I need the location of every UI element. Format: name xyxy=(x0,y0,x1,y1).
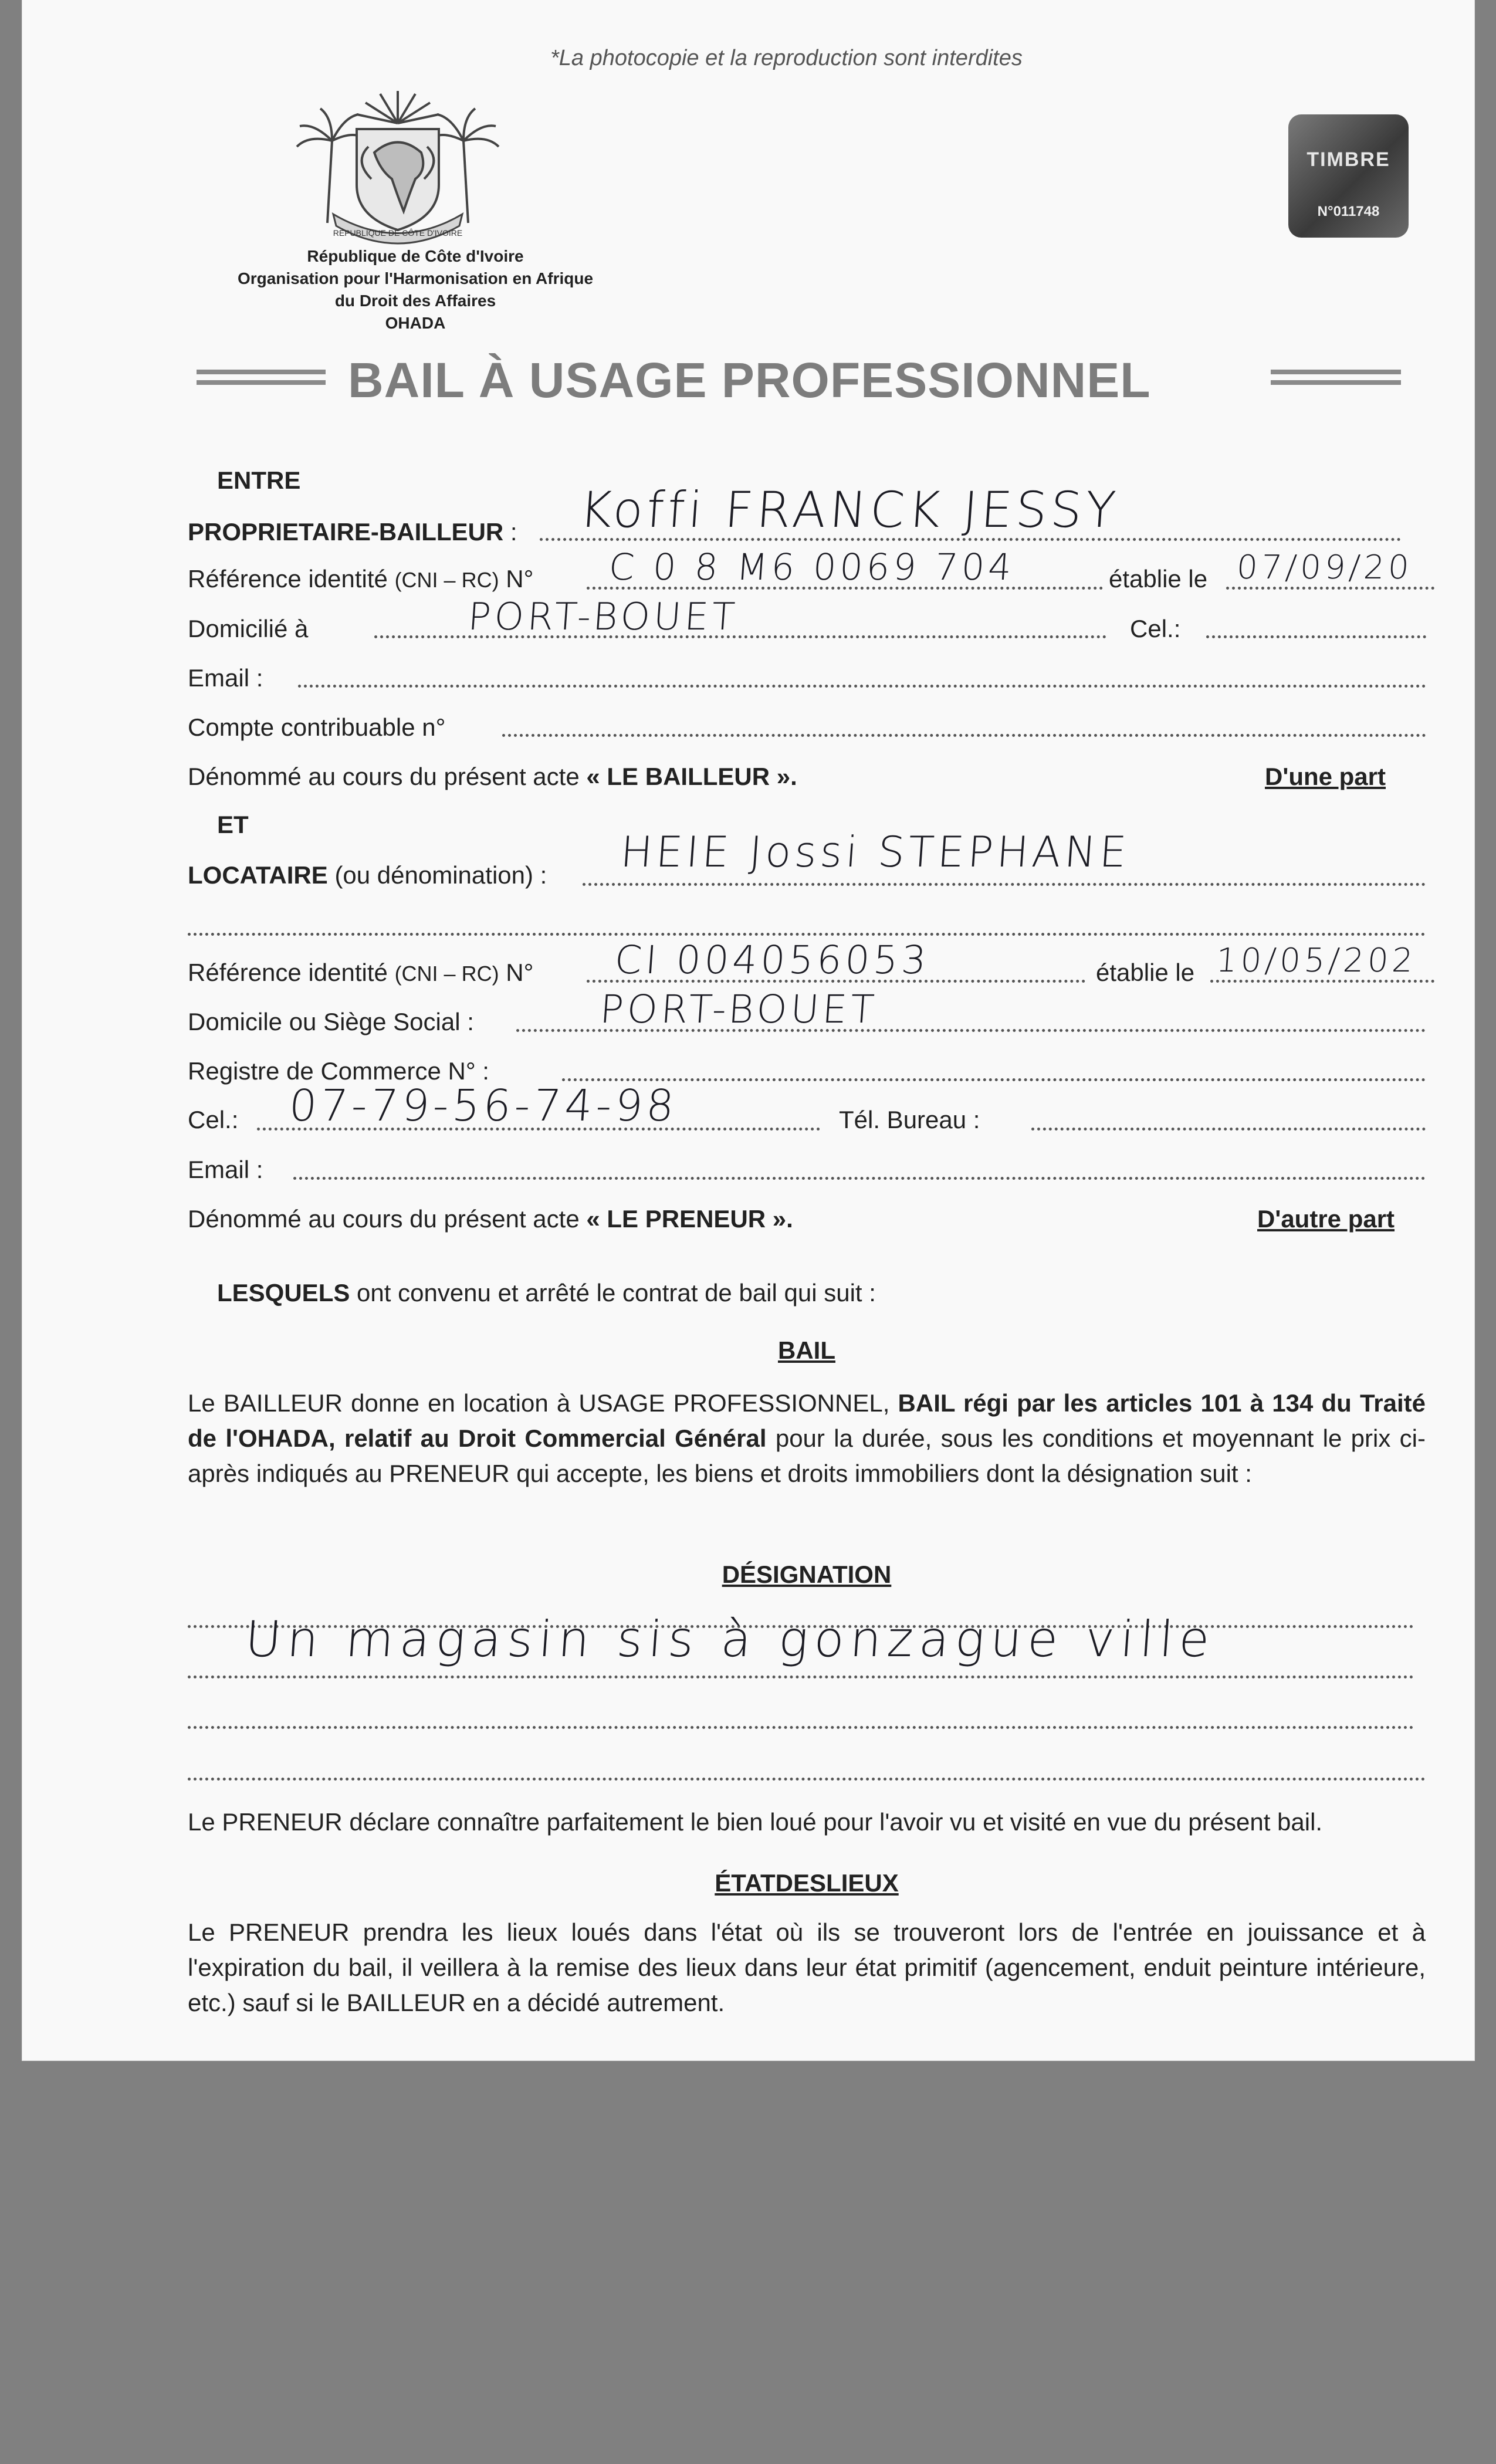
tel-bureau-label: Tél. Bureau : xyxy=(839,1106,980,1133)
locataire-label: LOCATAIRE xyxy=(188,861,328,889)
bailleur-cel-label: Cel.: xyxy=(1130,615,1181,642)
coat-of-arms-icon xyxy=(292,76,503,246)
preneur-ref-label-line xyxy=(188,959,533,987)
title-bar-left-top xyxy=(197,370,326,374)
preneur-email-dots xyxy=(293,1177,1426,1180)
preneur-denomme-line xyxy=(188,1205,793,1233)
proprietaire-line: PROPRIETAIRE-BAILLEUR : xyxy=(188,518,517,546)
et-label: ET xyxy=(217,811,249,838)
dautre-part-label: D'autre part xyxy=(1257,1205,1395,1233)
locataire-dots xyxy=(583,883,1426,886)
locataire-line xyxy=(188,861,547,889)
title-bar-left-bottom xyxy=(197,380,326,385)
designation-dots-3 xyxy=(188,1726,1414,1729)
compte-dots xyxy=(502,734,1426,737)
preneur-name-handwritten: HEIE Jossi STEPHANE xyxy=(619,827,1132,876)
bailleur-etablie-label: établie le xyxy=(1109,565,1208,593)
bailleur-domicile-handwritten: PORT-BOUET xyxy=(466,595,740,639)
bailleur-cel-dots xyxy=(1206,635,1426,638)
preneur-no-label: N° xyxy=(506,959,534,986)
preneur-ref-handwritten: CI 004056053 xyxy=(613,937,932,983)
denomination-label: (ou dénomination) : xyxy=(334,861,547,889)
bailleur-date-handwritten: 07/09/20 xyxy=(1235,549,1414,587)
bailleur-email-dots xyxy=(298,685,1426,688)
bailleur-domicile-label: Domicilié à xyxy=(188,615,309,642)
preneur-denomme-prefix: Dénommé au cours du présent acte xyxy=(188,1205,580,1233)
designation-declaration: Le PRENEUR déclare connaître parfaitement le bien loué pour l'avoir vu et visité en vue du présent bail. xyxy=(188,1808,1323,1836)
lesquels-bold: LESQUELS xyxy=(217,1279,350,1307)
preneur-ref-label: Référence identité xyxy=(188,959,388,986)
designation-dots-4 xyxy=(188,1778,1426,1781)
bailleur-name-handwritten: Koffi FRANCK JESSY xyxy=(577,481,1121,539)
preneur-cel-label: Cel.: xyxy=(188,1106,239,1133)
bailleur-ref-handwritten: C 0 8 M6 0069 704 xyxy=(607,546,1017,588)
fiscal-stamp xyxy=(1288,114,1409,238)
bail-paragraph xyxy=(188,1386,1426,1491)
title-bar-right-top xyxy=(1271,370,1401,374)
preneur-etablie-label: établie le xyxy=(1096,959,1195,986)
emblem-ribbon-text: RÉPUBLIQUE DE CÔTE D'IVOIRE xyxy=(333,228,463,238)
compte-label: Compte contribuable n° xyxy=(188,713,446,741)
bailleur-etablie-dots xyxy=(1226,587,1434,590)
designation-handwritten: Un magasin sis à gonzague ville xyxy=(243,1610,1217,1668)
org-line-droit: du Droit des Affaires xyxy=(334,292,496,310)
tel-bureau-dots xyxy=(1031,1128,1426,1131)
locataire-second-dots xyxy=(188,933,1426,936)
bail-heading: BAIL xyxy=(778,1336,835,1364)
preneur-etablie-dots xyxy=(1210,980,1434,983)
proprietaire-label: PROPRIETAIRE-BAILLEUR xyxy=(188,518,504,546)
bailleur-cni-label: (CNI – RC) xyxy=(394,568,499,592)
registre-label: Registre de Commerce N° : xyxy=(188,1057,489,1085)
bailleur-ref-label-line xyxy=(188,565,533,593)
bailleur-denomme-prefix: Dénommé au cours du présent acte xyxy=(188,763,580,790)
etat-des-lieux-heading: ÉTATDESLIEUX xyxy=(715,1869,899,1897)
designation-heading: DÉSIGNATION xyxy=(722,1561,892,1588)
preneur-cni-label: (CNI – RC) xyxy=(394,962,499,986)
designation-dots-2 xyxy=(188,1676,1414,1678)
bailleur-email-label: Email : xyxy=(188,664,263,692)
bail-text-bold: BAIL régi par les articles 101 à 134 du Traité de l'OHADA, relatif au Droit Commercial Général xyxy=(188,1389,1426,1452)
title-bar-right-bottom xyxy=(1271,380,1401,385)
org-line-country: République de Côte d'Ivoire xyxy=(307,247,524,265)
registre-dots xyxy=(562,1078,1426,1081)
lesquels-rest: ont convenu et arrêté le contrat de bail qui suit : xyxy=(357,1279,876,1307)
preneur-cel-handwritten: 07-79-56-74-98 xyxy=(287,1081,679,1131)
bailleur-denomme-line xyxy=(188,763,797,791)
preneur-domicile-handwritten: PORT-BOUET xyxy=(598,987,879,1032)
preneur-email-label: Email : xyxy=(188,1156,263,1183)
document-page xyxy=(22,0,1474,2060)
lesquels-line xyxy=(217,1279,876,1307)
preneur-domicile-label: Domicile ou Siège Social : xyxy=(188,1008,474,1035)
organisation-block xyxy=(210,245,621,334)
bailleur-role: « LE BAILLEUR ». xyxy=(586,763,797,790)
copy-notice: *La photocopie et la reproduction sont interdites xyxy=(550,46,1023,70)
preneur-role: « LE PRENEUR ». xyxy=(586,1205,793,1233)
preneur-date-handwritten: 10/05/202 xyxy=(1214,942,1418,980)
bailleur-no-label: N° xyxy=(506,565,534,593)
org-line-ohada: OHADA xyxy=(385,314,446,332)
etat-des-lieux-paragraph: Le PRENEUR prendra les lieux loués dans l'état où ils se trouveront lors de l'entrée en jouissance et à l'expiration du bail, il veillera à la remise des lieux dans leur état primitif (agencement, enduit peinture intérieure, etc.) sauf si le BAILLEUR en a décidé autrement. xyxy=(188,1918,1426,2016)
org-line-org: Organisation pour l'Harmonisation en Afrique xyxy=(237,269,594,287)
bail-text-1: Le BAILLEUR donne en location à USAGE PROFESSIONNEL, xyxy=(188,1389,890,1417)
dune-part-label: D'une part xyxy=(1265,763,1386,790)
stamp-number: N°011748 xyxy=(1317,204,1380,219)
bailleur-ref-label: Référence identité xyxy=(188,565,388,593)
document-title: BAIL À USAGE PROFESSIONNEL xyxy=(348,353,1151,408)
stamp-label: TIMBRE xyxy=(1307,148,1390,171)
entre-label: ENTRE xyxy=(217,466,301,494)
bail-text-2: pour la durée, sous les conditions et moyennant le prix ci-après indiqués au PRENEUR qui accepte, les biens et droits immobiliers dont la désignation suit : xyxy=(188,1424,1426,1487)
